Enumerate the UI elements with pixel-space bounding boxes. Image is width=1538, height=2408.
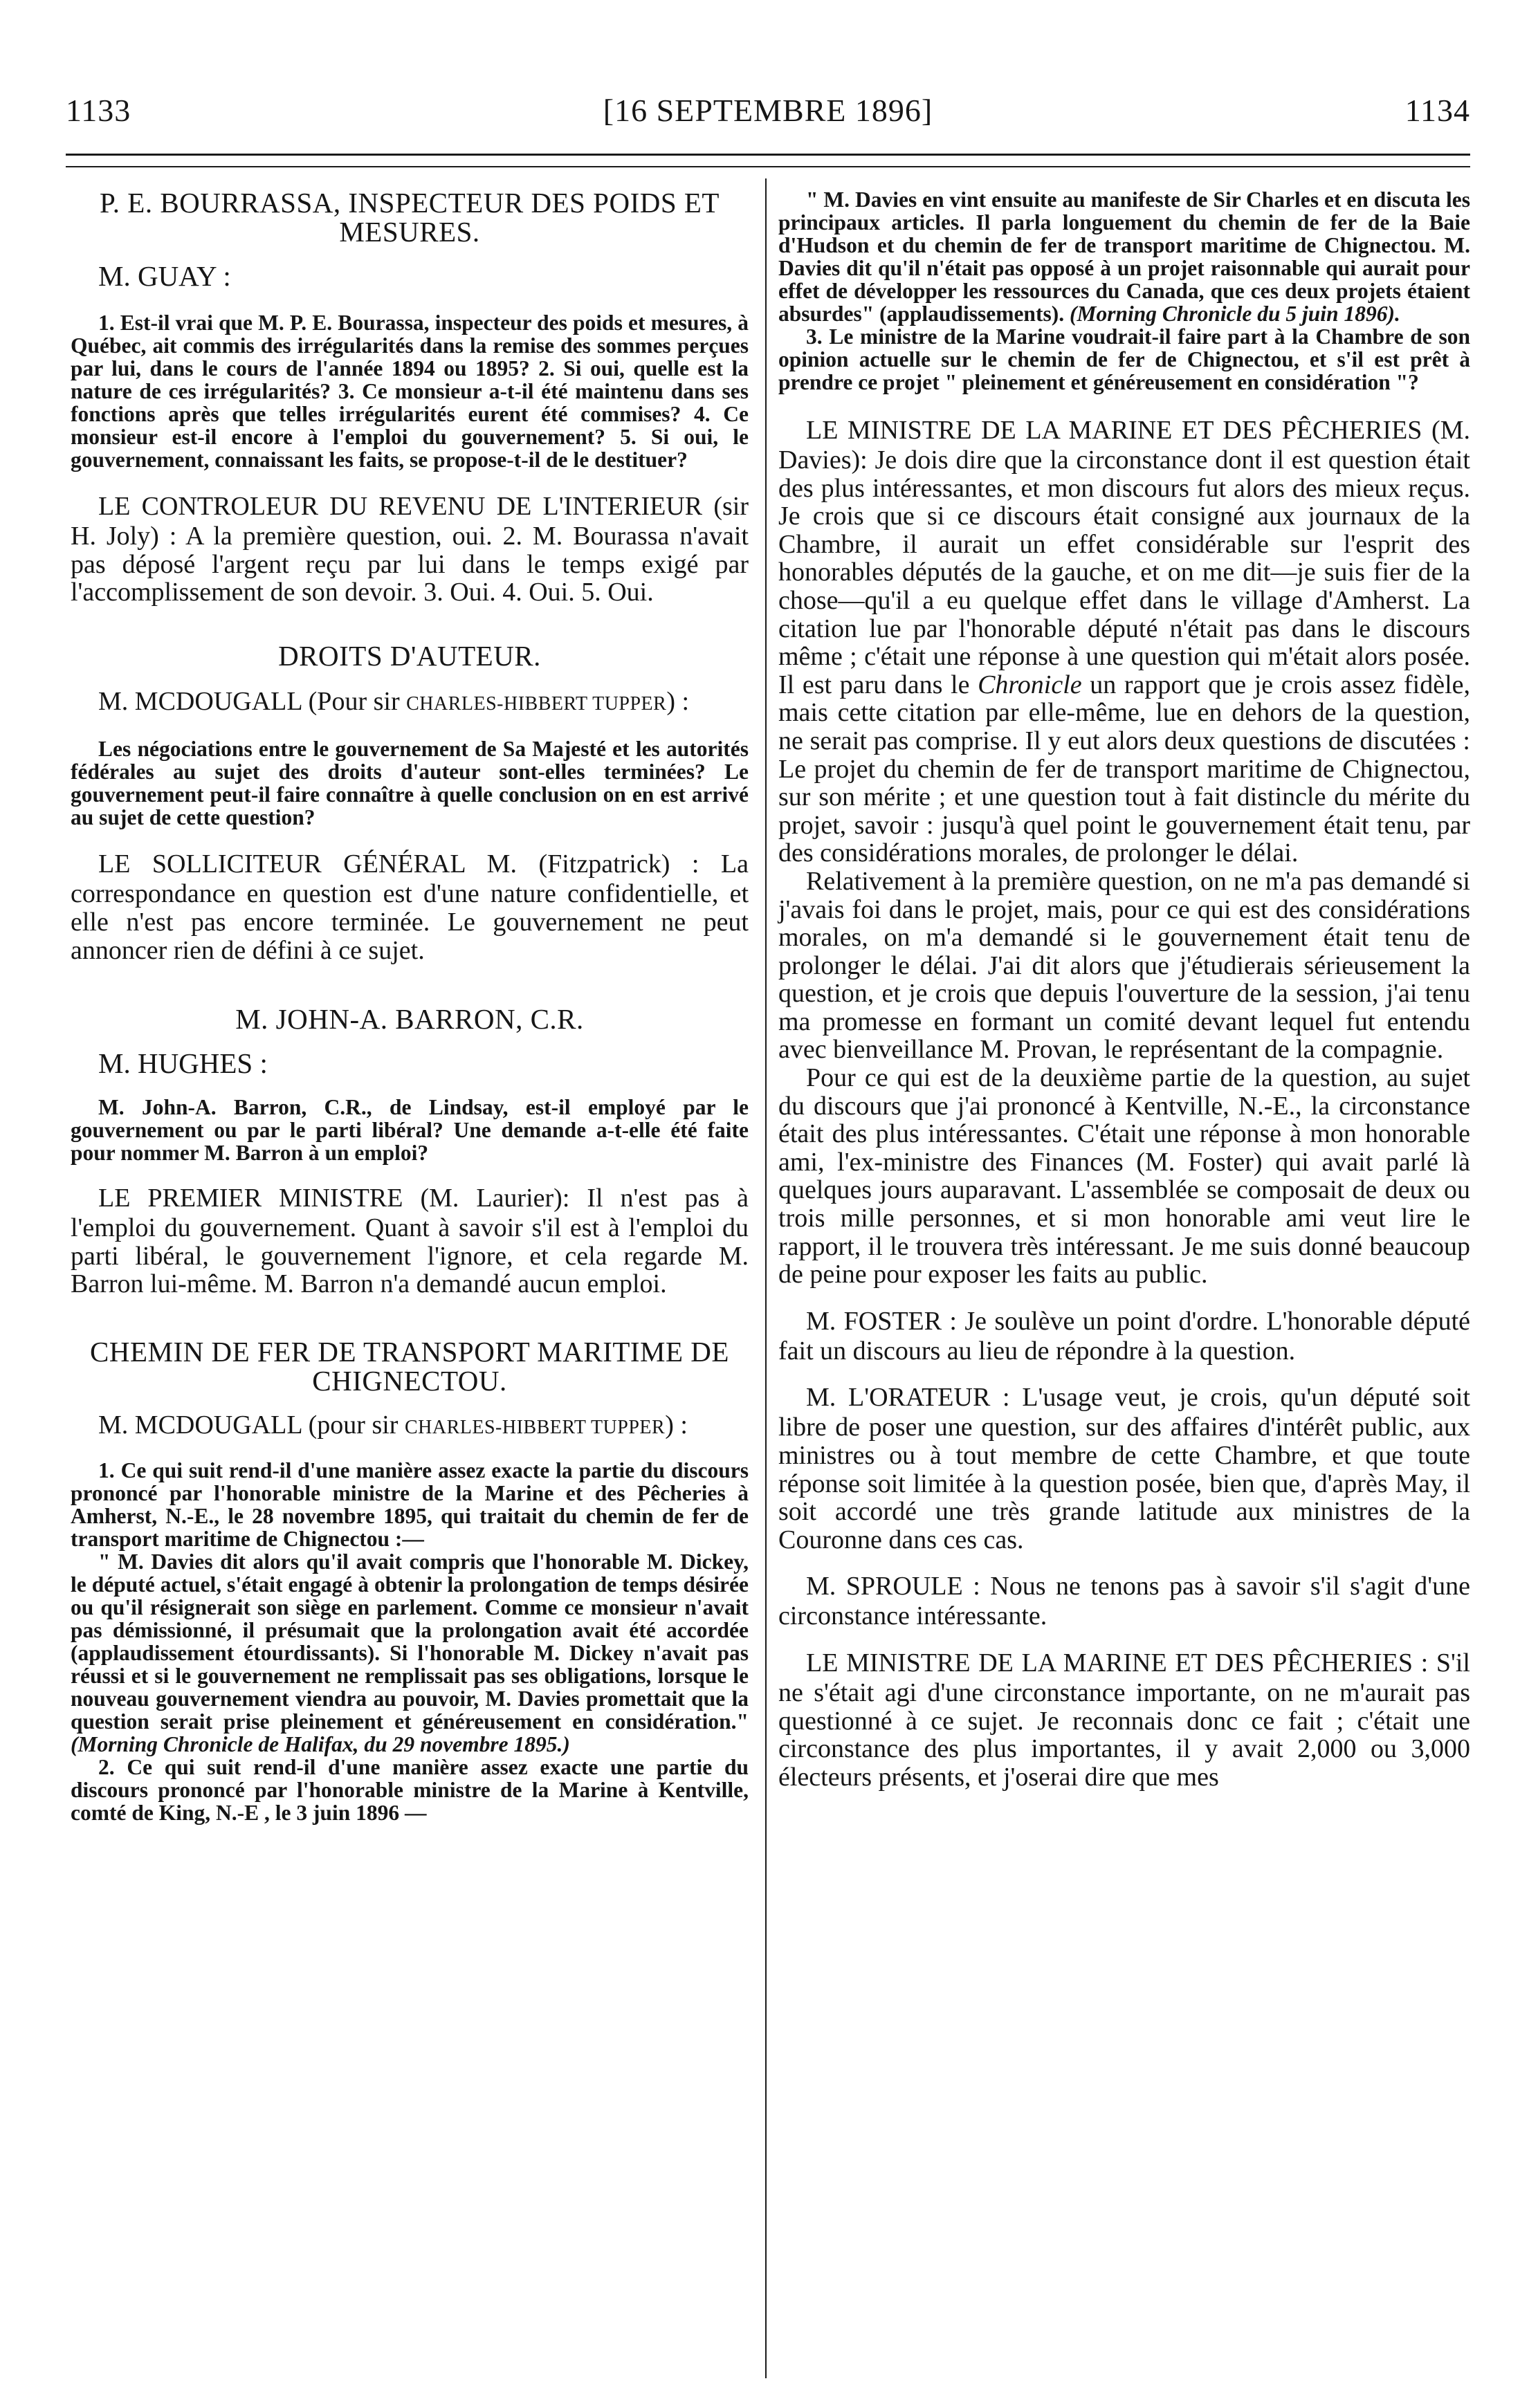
- question-barron: M. John-A. Barron, C.R., de Lindsay, est-il employé par le gouvernement ou par le parti libéral? Une demande a-t-elle été faite pour nommer M. Barron à un emploi?: [71, 1095, 749, 1166]
- reply-davies-final-text: S'il ne s'était agi d'une circonstance importante, on ne m'aurait pas questionné à ce sujet. Je reconnais donc ce fait ; c'était une circonstance des plus importantes, il y avait 2,000 ou 3,000 électeurs présents, et j'oserai dire que mes: [778, 1648, 1470, 1792]
- answer-barron-text: (M. Laurier): Il n'est pas à l'emploi du gouvernement. Quant à savoir s'il est à l'emploi du parti libéral, le gouvernement l'ignore, et cela regarde M. Barron lui-même. M. Barron n'a demandé aucun emploi.: [71, 1184, 749, 1299]
- section-title-bourassa: P. E. BOURRASSA, INSPECTEUR DES POIDS ET MESURES.: [100, 187, 720, 248]
- quote-kentville-text: " M. Davies en vint ensuite au manifeste de Sir Charles et en discuta les principaux articles. Il parla longuement du chemin de fer de la Baie d'Hudson et du chemin de fer de transport maritime de Chignectou. M. Davies dit qu'il n'était pas opposé à un projet raisonnable qui aurait pour effet de développer les ressources du Canada, que ces deux projets étaient absurdes" (applaudissements).: [778, 187, 1470, 326]
- speaker-ministre-marine-2: LE MINISTRE DE LA MARINE ET DES PÊCHERIES :: [806, 1648, 1429, 1678]
- page-number-right: 1134: [1404, 93, 1470, 128]
- reply-davies-1-text: (M. Davies): Je dois dire que la circonstance dont il est question était des plus intéressantes, et mon discours fut alors des mieux reçus. Je crois que si ce discours était consigné aux journaux de la Chambre, il aurait un effet considérable sur l'esprit des honorables députés de la gauche, et on me dit—je suis fier de la chose—qu'il a eu quelque effet dans le village d'Amherst. La citation lue par l'honorable député n'était pas dans le discours même ; c'était une réponse à une question qui m'était alors posée. Il est paru dans le: [778, 416, 1470, 699]
- question-chignectou-1-quote: [71, 1550, 749, 1756]
- speaker-foster: M. FOSTER :: [806, 1306, 957, 1336]
- section-title-droits: DROITS D'AUTEUR.: [278, 639, 541, 672]
- reply-foster: [778, 1305, 1470, 1366]
- page-date: [16 SEPTEMBRE 1896]: [603, 93, 933, 128]
- page-number-left: 1133: [66, 93, 131, 128]
- speaker-solliciteur: LE SOLLICITEUR GÉNÉRAL: [98, 849, 466, 879]
- question-bourassa: 1. Est-il vrai que M. P. E. Bourassa, inspecteur des poids et mesures, à Québec, ait commis des irrégularités dans la remise des sommes perçues par lui, dans le cours de l'année 1894 ou 1895? 2. Si oui, quelle est la nature de ces irrégularités? 3. Ce monsieur a-t-il été maintenu dans ses fonctions après que telles irrégularités eurent été commises? 4. Ce monsieur est-il encore à l'emploi du gouvernement? 5. Si oui, le gouvernement, connaissant les faits, se propose-t-il de le destituer?: [71, 311, 749, 472]
- asker-guay: M. GUAY :: [98, 260, 231, 292]
- speaker-controleur: LE CONTROLEUR DU REVENU DE L'INTERIEUR: [98, 492, 703, 521]
- reply-orateur-text: L'usage veut, je crois, qu'un député soit libre de poser une question, sur des affaires d'intérêt public, aux ministres ou à tout membre de cette Chambre, et que toute réponse soit limitée à la question posée, bien que, d'après May, il soit accordé une très grande latitude aux ministres de la Couronne dans ces cas.: [778, 1383, 1471, 1554]
- asker-mcdougall-end-2: ) :: [665, 1410, 688, 1440]
- answer-barron: [71, 1182, 749, 1298]
- reply-orateur: [778, 1381, 1470, 1554]
- section-title-chignectou: CHEMIN DE FER DE TRANSPORT MARITIME DE CHIGNECTOU.: [90, 1335, 729, 1397]
- reply-davies-final: [778, 1647, 1470, 1791]
- answer-bourassa-text: (sir H. Joly) : A la première question, oui. 2. M. Bourassa n'avait pas déposé l'argent reçu par lui dans le temps exigé par l'accomplissement de son devoir. 3. Oui. 4. Oui. 5. Oui.: [71, 492, 749, 607]
- speaker-sproule: M. SPROULE :: [806, 1572, 980, 1601]
- header-rule-top: [66, 154, 1470, 156]
- question-droits: Les négociations entre le gouvernement de Sa Majesté et les autorités fédérales au sujet des droits d'auteur sont-elles terminées? Le gouvernement peut-il faire connaître à quelle conclusion on en est arrivé au sujet de cette question?: [71, 737, 749, 830]
- asker-mcdougall-2: [71, 1409, 749, 1442]
- speaker-ministre-marine: LE MINISTRE DE LA MARINE ET DES PÊCHERIES: [806, 416, 1422, 445]
- asker-mcdougall-sc-1: CHARLES-HIBBERT TUPPER: [406, 692, 667, 715]
- quote-kentville: [778, 188, 1470, 325]
- page-header: [66, 73, 1470, 128]
- asker-mcdougall-sc-2: CHARLES-HIBBERT TUPPER: [404, 1416, 666, 1438]
- asker-mcdougall-rest-2: (pour sir: [308, 1410, 399, 1440]
- header-rule-bottom: [66, 166, 1470, 167]
- column-divider: [765, 178, 767, 2378]
- answer-droits-text: M. (Fitzpatrick) : La correspondance en question est d'une nature confidentielle, et elle n'est pas encore terminée. Le gouvernement ne peut annoncer rien de défini à ce sujet.: [71, 849, 749, 965]
- speaker-premier-ministre: LE PREMIER MINISTRE: [98, 1184, 403, 1213]
- asker-mcdougall-end-1: ) :: [666, 686, 690, 716]
- asker-mcdougall-name-1: M. MCDOUGALL: [98, 686, 302, 716]
- reply-foster-text: Je soulève un point d'ordre. L'honorable député fait un discours au lieu de répondre à la question.: [778, 1306, 1471, 1366]
- question-chignectou-1: 1. Ce qui suit rend-il d'une manière assez exacte la partie du discours prononcé par l'honorable ministre de la Marine et des Pêcheries à Amherst, N.-E., le 28 novembre 1895, qui traitait du chemin de fer de transport maritime de Chignectou :—: [71, 1458, 749, 1551]
- reply-davies-3: Pour ce qui est de la deuxième partie de la question, au sujet du discours que j'ai prononcé à Kentville, N.-E., la circonstance était des plus intéressantes. C'était une réponse à mon honorable ami, l'ex-ministre des Finances (M. Foster) qui avait parlé là quelques jours auparavant. L'assemblée se composait de deux ou trois mille personnes, et si mon honorable ami veut lire le rapport, il le trouvera très intéressant. Je me suis donné beaucoup de peine pour exposer les faits au public.: [778, 1063, 1470, 1289]
- left-column: [71, 188, 749, 1824]
- answer-droits: [71, 848, 749, 964]
- asker-mcdougall-name-2: M. MCDOUGALL: [98, 1410, 302, 1440]
- answer-bourassa: [71, 490, 749, 607]
- asker-hughes: M. HUGHES :: [98, 1047, 268, 1080]
- reply-davies-2: Relativement à la première question, on ne m'a pas demandé si j'avais foi dans le projet, mais, pour ce qui est des considérations morales, on m'a demandé si le gouvernement était tenu de prolonger le délai. J'ai dit alors que j'étudierais sérieusement la question, et je crois que depuis l'ouverture de la session, j'ai tenu ma promesse en formant un comité devant lequel fut entendu avec bienveillance M. Provan, le représentant de la compagnie.: [778, 866, 1470, 1065]
- reply-sproule: [778, 1570, 1470, 1630]
- asker-mcdougall-rest-1: (Pour sir: [308, 686, 400, 716]
- reply-davies-1-em: Chronicle: [978, 670, 1082, 699]
- quote-amherst: " M. Davies dit alors qu'il avait compris que l'honorable M. Dickey, le député actuel, s'était engagé à obtenir la prolongation de temps désirée ou qu'il résignerait son siège en parlement. Comme ce monsieur n'avait pas démissionné, il présumait que la prolongation avait été accordée (applaudissement étourdissants). Si l'honorable M. Dickey n'avait pas réussi et si le gouvernement ne remplissait pas ses obligations, lorsque le nouveau gouvernement viendra au pouvoir, M. Davies promettait que la question serait prise pleinement et généreusement en considération.": [71, 1549, 749, 1734]
- question-chignectou-3: 3. Le ministre de la Marine voudrait-il faire part à la Chambre de son opinion actuelle sur le chemin de fer de Chignectou, et s'il est prêt à prendre ce projet " pleinement et généreusement en considération "?: [778, 324, 1470, 394]
- section-title-barron: M. JOHN-A. BARRON, C.R.: [235, 1003, 584, 1036]
- reply-davies-1: [778, 414, 1470, 867]
- right-column: [778, 188, 1470, 1791]
- reply-davies-1-end: un rapport que je crois assez fidèle, mais cette citation par elle-même, lue en dehors de la question, ne serait pas comprise. Il y eut alors deux questions de discutées : Le projet du chemin de fer de transport maritime de Chignectou, sur son mérite ; et une question tout à fait distincle du mérite du projet, savoir : jusqu'à quel point le gouvernement était tenu, par des considérations morales, de prolonger le délai.: [778, 670, 1470, 868]
- reply-sproule-text: Nous ne tenons pas à savoir s'il s'agit d'une circonstance intéressante.: [778, 1572, 1470, 1631]
- quote-kentville-source: (Morning Chronicle du 5 juin 1896).: [1069, 302, 1400, 326]
- speaker-orateur: M. L'ORATEUR :: [806, 1383, 1010, 1413]
- quote-amherst-source: (Morning Chronicle de Halifax, du 29 novembre 1895.): [71, 1731, 570, 1756]
- asker-mcdougall-1: [71, 686, 749, 719]
- question-chignectou-2: 2. Ce qui suit rend-il d'une manière assez exacte une partie du discours prononcé par l'honorable ministre de la Marine à Kentville, comté de King, N.-E , le 3 juin 1896 —: [71, 1754, 749, 1825]
